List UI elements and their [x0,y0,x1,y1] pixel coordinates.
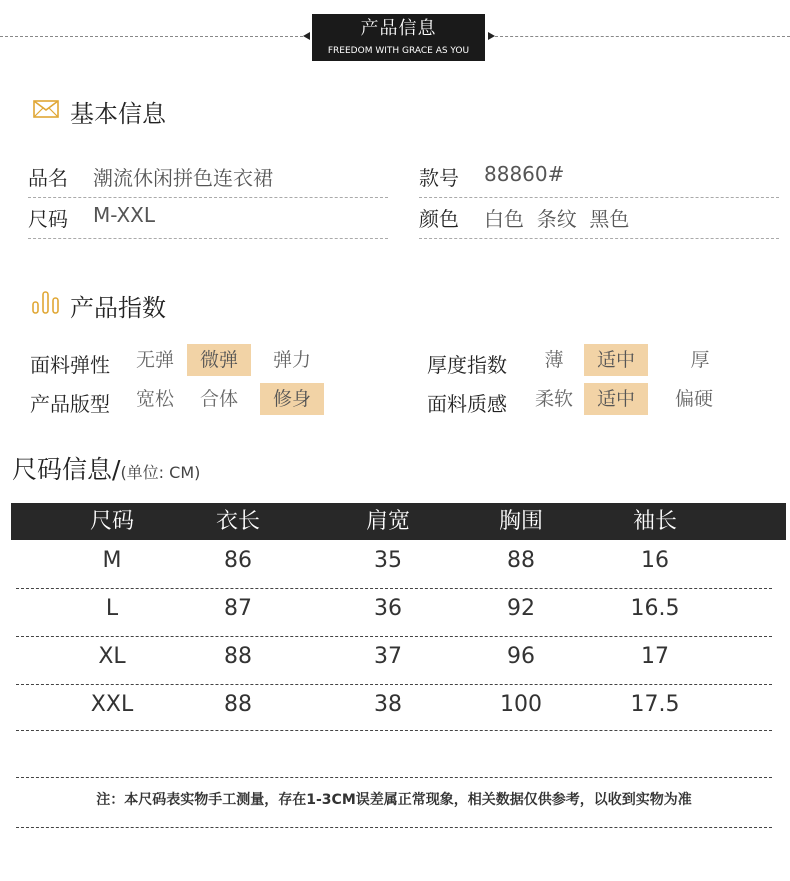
size-table-cell: L [105,596,119,621]
size-table-header [11,503,786,540]
size-table-cell: 88 [507,548,535,573]
size-table-cell: 86 [224,548,252,573]
measurement-note: 注：本尺码表实物手工测量，存在1-3CM误差属正常现象，相关数据仅供参考，以收到实物为准 [96,792,692,808]
info-label: 颜色 [419,207,459,231]
header-banner [312,14,485,61]
size-table-cell: 96 [507,644,535,669]
size-table-cell: 17 [641,644,669,669]
info-value: 白色 条纹 黑色 [484,207,630,231]
note-divider-top [16,777,772,778]
basic-info-title: 基本信息 [70,100,166,128]
index-option: 厚 [690,349,710,371]
size-table-header-cell: 肩宽 [365,509,410,534]
size-table-cell: XXL [90,692,134,717]
table-row-divider [16,730,772,731]
size-table-cell: 16.5 [630,596,680,621]
size-table-cell: 92 [507,596,535,621]
size-table-cell: 88 [224,692,252,717]
index-option-selected: 微弹 [187,344,251,376]
size-table-cell: 38 [374,692,402,717]
index-label-elasticity: 面料弹性 [30,353,110,377]
size-info-title [12,450,200,486]
info-row-color [419,198,779,239]
info-value: 88860# [484,162,565,186]
index-option: 无弹 [135,349,174,371]
note-divider-bottom [16,827,772,828]
info-row-style-no [419,157,779,198]
product-index-title: 产品指数 [70,294,166,322]
index-option: 柔软 [534,388,573,410]
size-table-header-cell: 袖长 [632,509,677,534]
size-table-header-cell: 胸围 [498,509,543,534]
index-option-selected: 适中 [584,383,648,415]
header-arrow-right-icon [488,32,495,40]
size-table-cell: 87 [224,596,252,621]
info-value: M-XXL [93,203,156,227]
index-option-selected: 适中 [584,344,648,376]
index-option: 弹力 [272,349,311,371]
index-option: 薄 [544,349,564,371]
info-row-name [28,157,388,198]
size-unit: (单位: CM) [120,463,201,482]
header-divider-right [495,36,790,37]
table-row-divider [16,684,772,685]
header-arrow-left-icon [303,32,310,40]
size-title-text: 尺码信息/ [12,455,121,484]
header-title: 产品信息 [360,18,437,39]
info-label: 品名 [28,166,68,190]
info-value: 潮流休闲拼色连衣裙 [93,166,273,190]
size-table-cell: 36 [374,596,402,621]
index-label-texture: 面料质感 [427,392,507,416]
index-option: 偏硬 [674,388,713,410]
info-row-size [28,198,388,239]
info-label: 款号 [419,166,459,190]
size-table-cell: 17.5 [630,692,680,717]
index-label-fit: 产品版型 [30,392,110,416]
bar-chart-icon [32,290,60,314]
size-table-cell: 16 [641,548,669,573]
size-table-cell: 37 [374,644,402,669]
size-table-cell: 35 [374,548,402,573]
size-table-cell: 100 [500,692,542,717]
table-row-divider [16,588,772,589]
size-table-cell: M [102,548,122,573]
header-divider-left [0,36,303,37]
envelope-icon [33,100,59,118]
size-table-cell: XL [98,644,126,669]
size-table-header-cell: 尺码 [89,509,134,534]
size-table-header-cell: 衣长 [215,509,260,534]
index-option: 宽松 [135,388,174,410]
index-label-thickness: 厚度指数 [427,353,507,377]
index-option: 合体 [199,388,238,410]
index-option-selected: 修身 [260,383,324,415]
table-row-divider [16,636,772,637]
header-subtitle: FREEDOM WITH GRACE AS YOU [327,46,470,56]
info-label: 尺码 [28,207,68,231]
size-table-cell: 88 [224,644,252,669]
